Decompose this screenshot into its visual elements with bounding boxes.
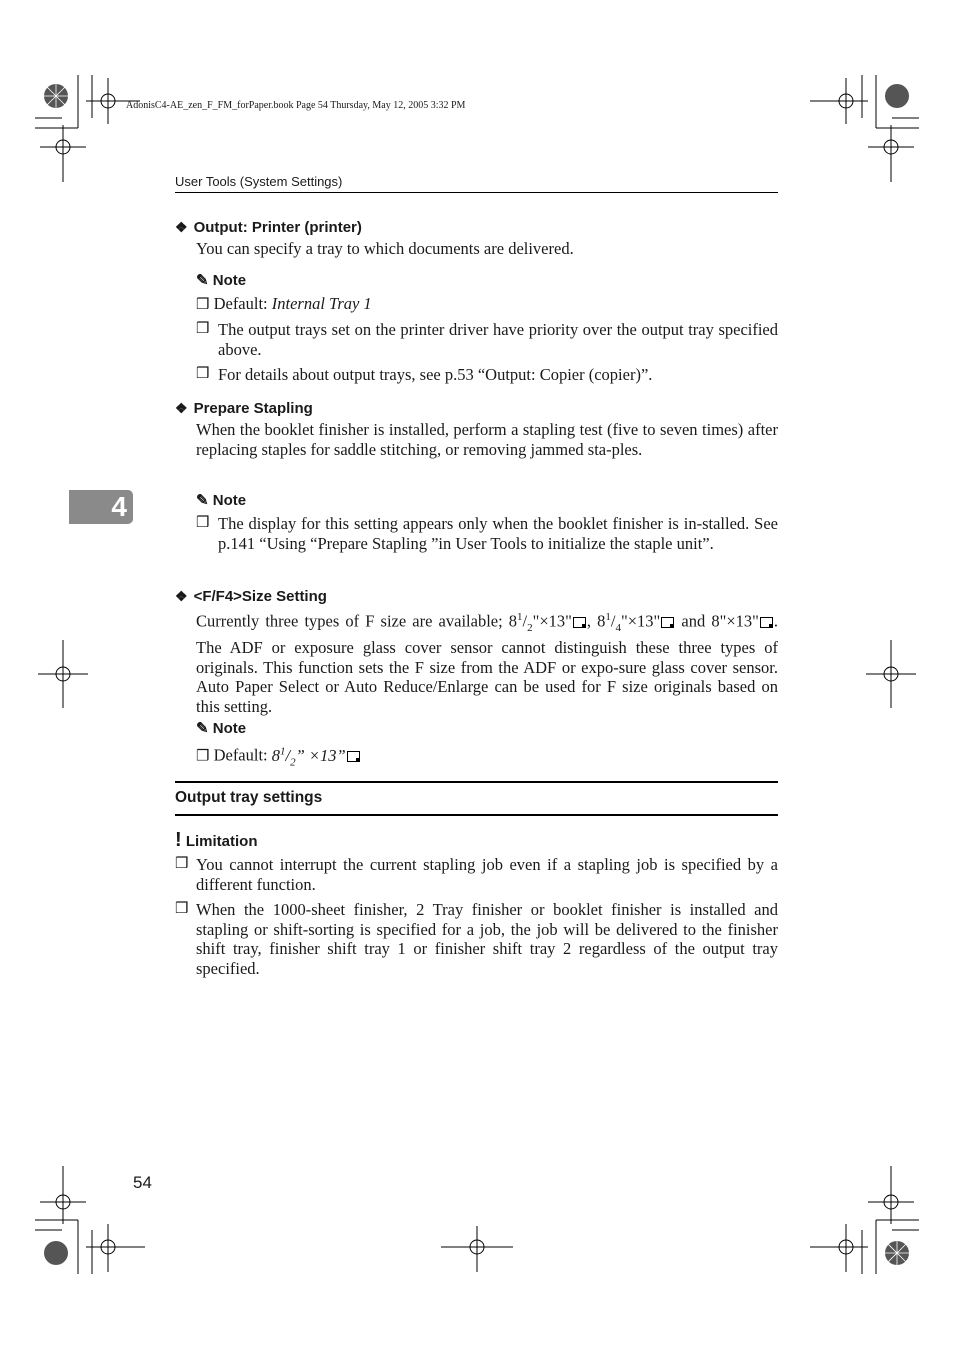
exclamation-icon: ! [175, 829, 182, 851]
list-item-text: For details about output trays, see p.53 “Output: Copier (copier)”. [218, 365, 653, 384]
checkbox-icon: ❒ [196, 321, 210, 337]
section-rule-top [175, 781, 778, 783]
list-item-text: The display for this setting appears only when the booklet finisher is in-stalled. See p.141 “Using “Prepare Stapling ”in User Tools to initialize the staple unit”. [218, 514, 778, 553]
heading-text: Prepare Stapling [193, 400, 313, 417]
diamond-icon: ❖ [175, 588, 188, 604]
page-number: 54 [133, 1173, 152, 1192]
heading-output-printer [175, 219, 362, 236]
note-heading [196, 491, 246, 509]
pencil-icon: ✎ [196, 272, 209, 289]
default-prefix: Default: [213, 745, 272, 765]
list-item [175, 900, 778, 978]
note-label: Note [212, 720, 247, 737]
checkbox-icon: ❒ [175, 901, 189, 917]
note-heading [196, 271, 246, 289]
list-item-text: When the 1000-sheet finisher, 2 Tray finisher or booklet finisher is installed and stapling or shift-sorting is specified for a job, the job will be delivered to the finisher shift tray, finisher shift tray 1 or finisher shift tray 2 regardless of the output tray specified. [196, 900, 778, 978]
paragraph: Currently three types of F size are available; $8^1/_2"\times 13$" , $8^1/_4"\times 13$" and 8"×13" . The ADF or exposure glass cover sensor cannot distinguish these three types of originals. This function sets the F size from the ADF or expo-sure glass cover sensor. Auto Paper Select or Auto Reduce/Enlarge can be used for F size originals based on this setting. [196, 611, 779, 716]
note-heading [196, 719, 246, 737]
checkbox-icon: ❒ [196, 366, 210, 382]
paragraph: You can specify a tray to which documents are delivered. [196, 239, 574, 258]
default-value: 8 [271, 745, 281, 765]
pencil-icon: ✎ [196, 492, 209, 509]
section-title: Output tray settings [175, 789, 323, 806]
note-label: Note [212, 272, 247, 289]
checkbox-icon: ❒ [196, 297, 210, 313]
dimension: "×13" [532, 611, 572, 631]
checkbox-icon: ❒ [196, 515, 210, 531]
heading-prepare-stapling [175, 400, 313, 417]
paper-orientation-icon [573, 617, 586, 628]
heading-text: <F/F4>Size Setting [193, 588, 327, 605]
text: . The ADF or exposure glass cover sensor cannot distinguish these three types of originals. This function sets the F size from the ADF or expo-sure glass cover sensor. Auto Paper Select or Auto Reduce/Enlarge can be used for F size originals based on this setting. [196, 611, 779, 716]
header-rule [175, 192, 778, 193]
default-value: Internal Tray 1 [271, 294, 372, 313]
fraction-den: 2 [527, 621, 533, 634]
list-item [196, 294, 778, 316]
dimension: 8"×13" [711, 611, 759, 631]
paper-orientation-icon [760, 617, 773, 628]
note-label: Note [212, 492, 247, 509]
paper-orientation-icon [347, 751, 360, 762]
chapter-tab [69, 490, 133, 524]
pencil-icon: ✎ [196, 720, 209, 737]
checkbox-icon: ❒ [196, 748, 210, 765]
fraction-den: 4 [615, 621, 622, 634]
fraction-num: 1 [605, 611, 611, 623]
running-head: User Tools (System Settings) [175, 174, 343, 189]
text: Currently three types of F size are available; 8 [196, 611, 518, 631]
list-item [196, 365, 778, 385]
default-prefix: Default: [213, 294, 272, 313]
chapter-number: 4 [111, 491, 127, 522]
checkbox-icon: ❒ [175, 856, 189, 872]
section-rule-bottom [175, 814, 778, 816]
paragraph: When the booklet finisher is installed, perform a stapling test (five to seven times) after replacing staples for saddle stitching, or removing jammed sta-ples. [196, 420, 778, 459]
dimension: "×13" [621, 611, 661, 631]
fraction-den: 2 [290, 755, 296, 768]
heading-f-size-setting [175, 588, 327, 605]
list-item-text: The output trays set on the printer driver have priority over the output tray specified above. [218, 320, 778, 359]
list-item [196, 320, 778, 359]
paper-orientation-icon [661, 617, 674, 628]
text: and [675, 611, 712, 631]
fraction-num: 1 [280, 745, 286, 757]
heading-text: Output: Printer (printer) [193, 219, 362, 236]
file-slug: AdonisC4-AE_zen_F_FM_forPaper.book Page 54 Thursday, May 12, 2005 3:32 PM [126, 100, 466, 111]
diamond-icon: ❖ [175, 400, 188, 416]
list-item [196, 514, 778, 553]
list-item [175, 855, 778, 894]
diamond-icon: ❖ [175, 219, 188, 235]
text: , 8 [586, 611, 606, 631]
limitation-label: Limitation [185, 833, 258, 850]
fraction-num: 1 [517, 611, 523, 623]
limitation-heading [175, 829, 258, 852]
list-item: ❒ Default: $8^1/_2$” ×13” [196, 742, 778, 772]
default-value: ” ×13” [295, 745, 346, 765]
list-item-text: You cannot interrupt the current stapling job even if a stapling job is specified by a different function. [196, 855, 778, 894]
